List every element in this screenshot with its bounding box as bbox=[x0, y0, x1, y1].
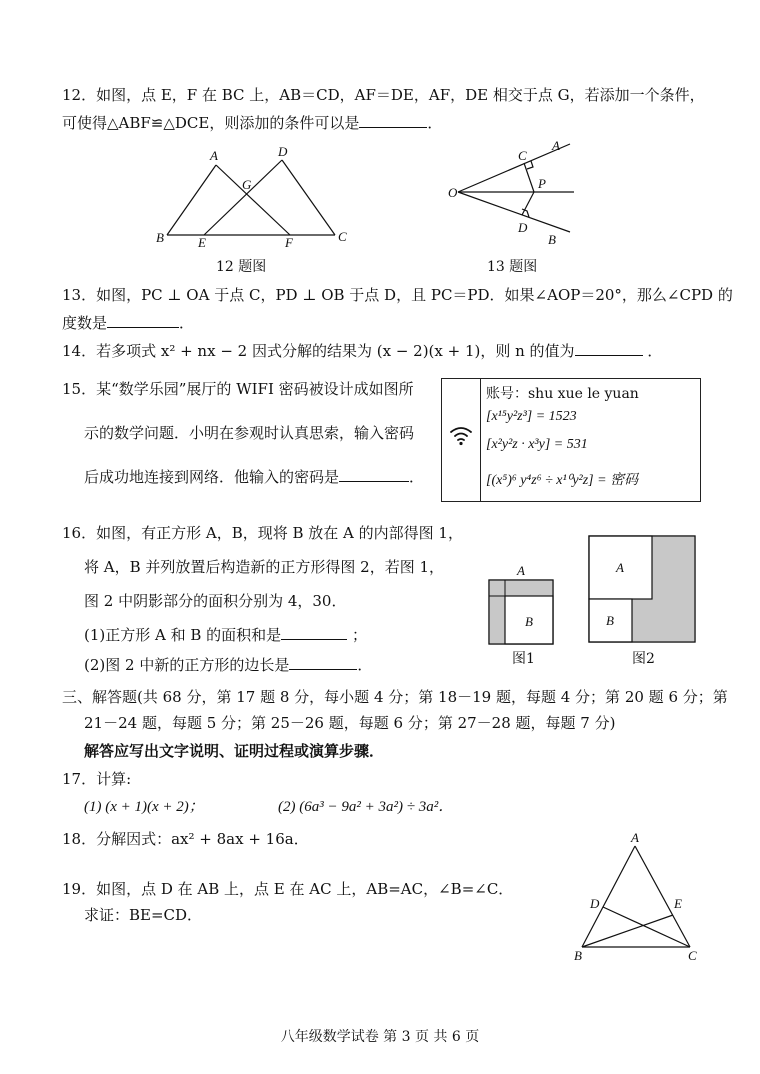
q16-line5 bbox=[84, 654, 372, 676]
q13-label-c: C bbox=[518, 148, 527, 163]
q15-line1: 15．某“数学乐园”展厅的 WIFI 密码被设计成如图所 bbox=[62, 380, 414, 398]
q19-label-c: C bbox=[688, 948, 697, 963]
q12-segment-af bbox=[216, 165, 290, 235]
q16-answer2-blank[interactable] bbox=[289, 655, 357, 670]
q17-title: 17．计算: bbox=[62, 770, 132, 788]
wifi-icon bbox=[448, 423, 474, 447]
q13-line2-text: 度数是 bbox=[62, 314, 108, 332]
q16-line4-end: ； bbox=[351, 626, 367, 644]
q12-caption: 12 题图 bbox=[216, 259, 267, 275]
q13-answer-blank[interactable] bbox=[107, 313, 179, 328]
q13-figure bbox=[442, 136, 592, 248]
q19-line2: 求证：BE=CD． bbox=[84, 906, 203, 924]
q19-label-a: A bbox=[631, 830, 639, 845]
q12-segment-ba bbox=[167, 165, 216, 235]
q12-segment-ed bbox=[204, 160, 282, 235]
q17-part1: (1) (x + 1)(x + 2)； bbox=[84, 799, 204, 815]
q19-segment-cd bbox=[603, 907, 690, 947]
q17-part2: (2) (6a³ − 9a² + 3a²) ÷ 3a²． bbox=[278, 799, 454, 815]
page-footer: 八年级数学试卷 第 3 页 共 6 页 bbox=[280, 1029, 480, 1045]
q14-line bbox=[62, 340, 662, 362]
section3-instruction: 解答应写出文字说明、证明过程或演算步骤． bbox=[84, 742, 385, 760]
fig1-label-b: B bbox=[525, 614, 533, 629]
q13-label-d: D bbox=[518, 220, 528, 235]
q16-fig2-caption: 图2 bbox=[632, 651, 655, 667]
q19-label-b: B bbox=[574, 948, 582, 963]
wifi-password-box bbox=[441, 378, 701, 502]
q12-label-b: B bbox=[156, 230, 164, 245]
q12-segment-dc bbox=[282, 160, 335, 235]
q13-line2 bbox=[62, 312, 194, 334]
wifi-rule-2: [x²y²z · x³y] = 531 bbox=[486, 437, 588, 452]
q12-line1: 12．如图，点 E，F 在 BC 上，AB＝CD，AF＝DE，AF，DE 相交于点 G，若添加一个条件， bbox=[62, 86, 705, 104]
q13-label-a: A bbox=[552, 138, 560, 153]
q16-figure-1 bbox=[484, 560, 564, 648]
section3-header-cont: 21－24 题，每题 5 分；第 25－26 题，每题 6 分；第 27－28 题，每题 7 分) bbox=[84, 714, 616, 732]
q12-label-f: F bbox=[285, 235, 293, 250]
q19-figure bbox=[568, 830, 708, 964]
q13-line1: 13．如图，PC ⊥ OA 于点 C，PD ⊥ OB 于点 D，且 PC＝PD．如果∠AOP＝20°，那么∠CPD 的 bbox=[62, 286, 733, 304]
q16-answer1-blank[interactable] bbox=[281, 625, 347, 640]
fig2-label-b: B bbox=[606, 613, 614, 628]
q16-line3: 图 2 中阴影部分的面积分别为 4，30． bbox=[84, 592, 347, 610]
q12-label-a: A bbox=[210, 148, 218, 163]
q16-line1: 16．如图，有正方形 A，B，现将 B 放在 A 的内部得图 1， bbox=[62, 524, 463, 542]
fig2-label-a: A bbox=[616, 560, 624, 575]
wifi-box-divider bbox=[480, 379, 481, 501]
q16-line4-text: (1)正方形 A 和 B 的面积和是 bbox=[84, 626, 282, 644]
wifi-account: 账号：shu xue le yuan bbox=[486, 386, 639, 402]
q13-label-b: B bbox=[548, 232, 556, 247]
q19-label-d: D bbox=[590, 896, 600, 911]
q12-line2-text: 可使得△ABF≌△DCE，则添加的条件可以是 bbox=[62, 114, 360, 132]
section3-header: 三、解答题(共 68 分，第 17 题 8 分，每小题 4 分；第 18－19 题，每题 4 分；第 20 题 6 分；第 bbox=[62, 688, 728, 706]
q16-figure-2 bbox=[584, 532, 704, 648]
q18-text: 18．分解因式：ax² + 8ax + 16a． bbox=[62, 830, 309, 848]
fig1-shade-top bbox=[505, 580, 553, 596]
q12-label-c: C bbox=[338, 229, 347, 244]
q16-line5-text: (2)图 2 中新的正方形的边长是 bbox=[84, 656, 290, 674]
q19-label-e: E bbox=[674, 896, 682, 911]
q12-line2 bbox=[62, 112, 442, 134]
q14-text: 14．若多项式 x² + nx − 2 因式分解的结果为 (x − 2)(x + 1)，则 n 的值为 bbox=[62, 342, 575, 360]
q16-line5-end: ． bbox=[357, 656, 373, 674]
wifi-rule-1: [x¹⁵y²z³] = 1523 bbox=[486, 409, 577, 424]
q12-label-g: G bbox=[242, 177, 252, 192]
q12-answer-blank[interactable] bbox=[359, 113, 427, 128]
q12-label-e: E bbox=[198, 235, 206, 250]
q12-end: ． bbox=[427, 114, 443, 132]
q12-figure bbox=[150, 144, 350, 250]
q15-line3-text: 后成功地连接到网络．他输入的密码是 bbox=[84, 468, 340, 486]
fig1-label-a: A bbox=[517, 563, 525, 578]
q14-answer-blank[interactable] bbox=[575, 341, 643, 356]
fig1-shade-corner bbox=[489, 580, 505, 596]
q12-label-d: D bbox=[278, 144, 288, 159]
q15-line2: 示的数学问题．小明在参观时认真思索，输入密码 bbox=[84, 424, 415, 442]
wifi-rule-3: [(x⁵)⁶ y⁴z⁶ ÷ x¹⁰y²z] = 密码 bbox=[486, 473, 639, 488]
q16-line2: 将 A，B 并列放置后构造新的正方形得图 2，若图 1， bbox=[84, 558, 445, 576]
q15-line3 bbox=[84, 466, 424, 488]
q13-end: ． bbox=[179, 314, 195, 332]
q15-answer-blank[interactable] bbox=[339, 467, 409, 482]
q19-line1: 19．如图，点 D 在 AB 上，点 E 在 AC 上，AB=AC，∠B=∠C． bbox=[62, 880, 514, 898]
q15-end: ． bbox=[409, 468, 425, 486]
q14-end: ． bbox=[647, 342, 663, 360]
q13-caption: 13 题图 bbox=[487, 259, 538, 275]
q13-label-p: P bbox=[538, 176, 546, 191]
q13-ray-ob bbox=[458, 192, 570, 232]
q16-line4 bbox=[84, 624, 367, 646]
q16-fig1-caption: 图1 bbox=[512, 651, 535, 667]
q13-label-o: O bbox=[448, 185, 458, 200]
fig1-shade-left bbox=[489, 596, 505, 644]
q13-segment-dp bbox=[522, 192, 534, 215]
